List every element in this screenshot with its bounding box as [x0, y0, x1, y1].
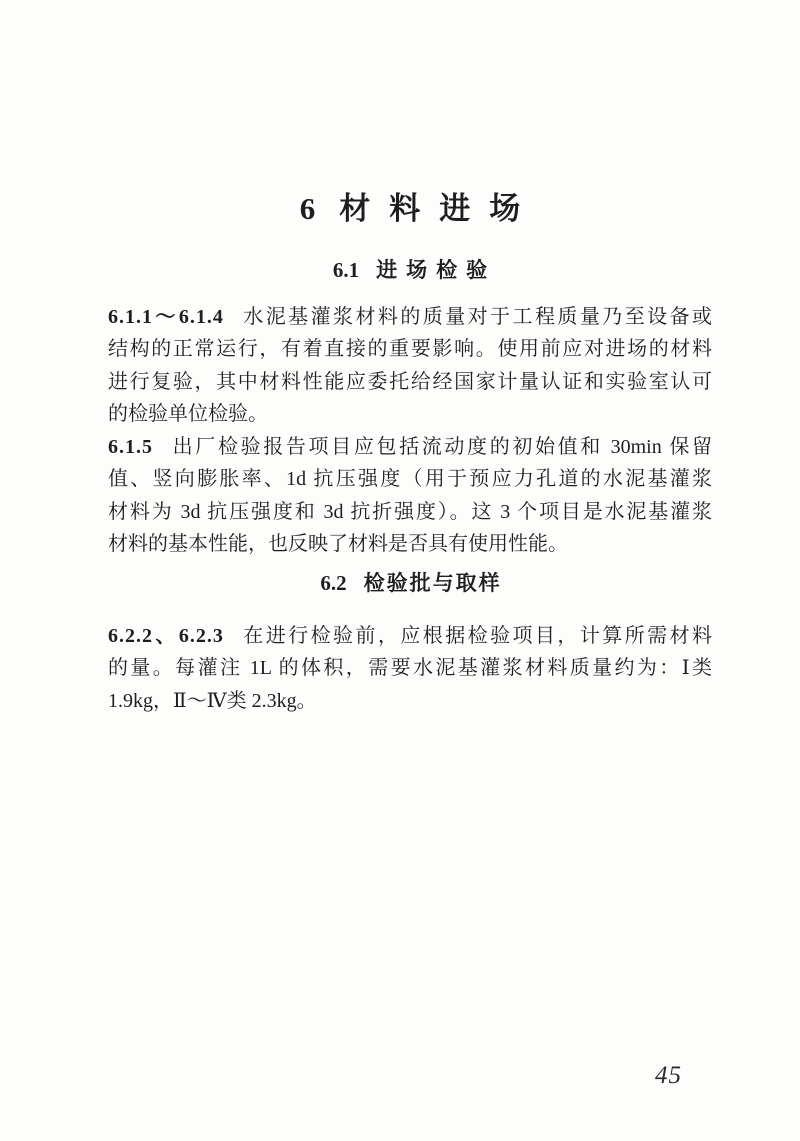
chapter-number: 6: [299, 191, 316, 226]
paragraph-3: [108, 620, 712, 717]
text-line: 进行复验，其中材料性能应委托给经国家计量认证和实验室认可: [108, 370, 712, 393]
text-line: 结构的正常运行，有着直接的重要影响。使用前应对进场的材料: [108, 338, 712, 361]
section-number: 6.1: [332, 258, 360, 282]
chapter-title: [108, 183, 712, 228]
section-title: 进场检验: [376, 258, 497, 282]
text-line: 1.9kg，Ⅱ～Ⅳ类 2.3kg。: [108, 689, 317, 712]
paragraph-2: [108, 431, 712, 561]
section-number: 6.2: [320, 571, 347, 595]
paragraph-1: [108, 301, 712, 431]
text-line: 6.1.5 出厂检验报告项目应包括流动度的初始值和 30min 保留: [108, 436, 712, 458]
text-line: 材料为 3d 抗压强度和 3d 抗折强度）。这 3 个项目是水泥基灌浆: [108, 500, 712, 523]
text-line: 的量。每灌注 1L 的体积，需要水泥基灌浆材料质量约为：Ⅰ类: [108, 657, 712, 680]
page-number: 45: [655, 1062, 682, 1089]
clause-number: 6.2.2、6.2.3: [108, 625, 224, 647]
section-heading-6-1: [108, 254, 712, 284]
text-line: 材料的基本性能，也反映了材料是否具有使用性能。: [108, 533, 568, 556]
text-line: 6.2.2、6.2.3 在进行检验前，应根据检验项目，计算所需材料: [108, 625, 713, 647]
clause-number: 6.1.1～6.1.4: [108, 306, 224, 328]
text-line: 的检验单位检验。: [108, 403, 268, 426]
text-line: 值、竖向膨胀率、1d 抗压强度（用于预应力孔道的水泥基灌浆: [108, 468, 712, 491]
section-title: 检验批与取样: [363, 571, 502, 595]
chapter-title-text: 材料进场: [339, 191, 540, 226]
text-line: 6.1.1～6.1.4 水泥基灌浆材料的质量对于工程质量乃至设备或: [108, 306, 713, 328]
clause-number: 6.1.5: [108, 436, 153, 458]
section-heading-6-2: [108, 567, 712, 597]
